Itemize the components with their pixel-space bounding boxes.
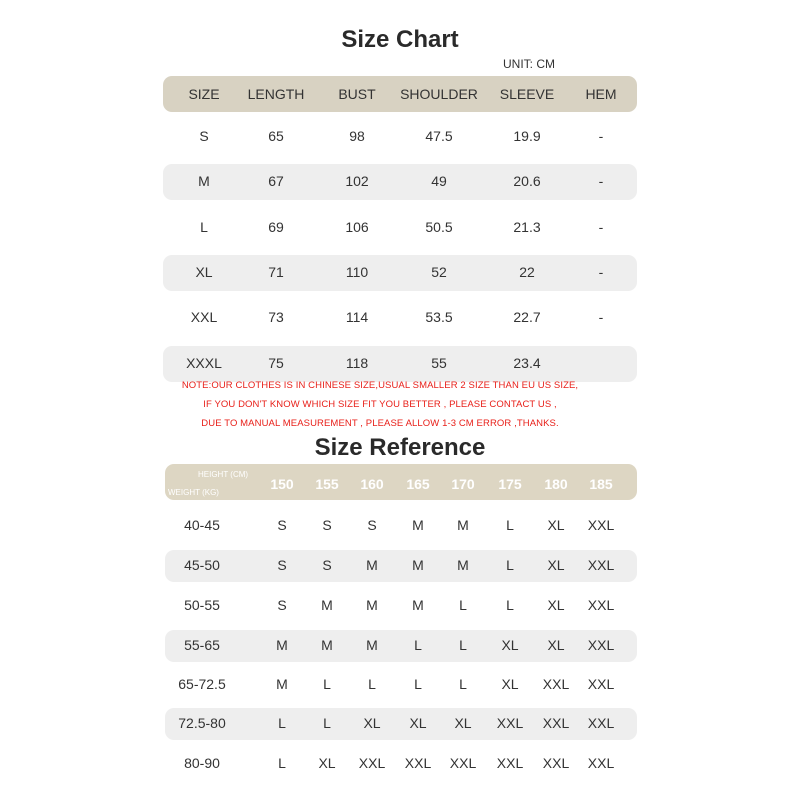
size-label: XXXL bbox=[186, 355, 222, 371]
table-cell: 23.4 bbox=[513, 355, 541, 371]
table-cell: - bbox=[598, 264, 604, 280]
size-cell: XXL bbox=[587, 715, 615, 731]
size-cell: M bbox=[366, 557, 378, 573]
table-cell: 20.6 bbox=[513, 173, 541, 189]
size-cell: XL bbox=[454, 715, 472, 731]
weight-axis-label: WEIGHT (KG) bbox=[168, 488, 219, 497]
size-cell: S bbox=[322, 557, 332, 573]
size-cell: S bbox=[367, 517, 377, 533]
table-cell: 47.5 bbox=[425, 128, 453, 144]
table-cell: 118 bbox=[345, 355, 369, 371]
size-chart-title: Size Chart bbox=[341, 26, 459, 53]
unit-label: UNIT: CM bbox=[503, 57, 555, 71]
table-cell: - bbox=[598, 309, 604, 325]
size-cell: L bbox=[414, 676, 422, 692]
table-cell: 50.5 bbox=[425, 219, 453, 235]
height-axis-label: HEIGHT (CM) bbox=[198, 470, 249, 479]
size-cell: M bbox=[366, 637, 378, 653]
size-cell: XL bbox=[409, 715, 427, 731]
column-header: SIZE bbox=[188, 86, 220, 102]
size-cell: XL bbox=[501, 676, 519, 692]
height-header: 160 bbox=[360, 476, 384, 492]
height-header: 165 bbox=[406, 476, 430, 492]
table-cell: 53.5 bbox=[425, 309, 453, 325]
size-cell: L bbox=[278, 755, 286, 771]
height-header: 180 bbox=[544, 476, 568, 492]
note-line: NOTE:OUR CLOTHES IS IN CHINESE SIZE,USUAL SMALLER 2 SIZE THAN EU US SIZE, bbox=[181, 380, 579, 391]
table-cell: 69 bbox=[268, 219, 284, 235]
column-header: LENGTH bbox=[247, 86, 305, 102]
size-cell: S bbox=[277, 597, 287, 613]
size-cell: XL bbox=[363, 715, 381, 731]
table-cell: 21.3 bbox=[513, 219, 541, 235]
size-label: S bbox=[199, 128, 209, 144]
table-cell: - bbox=[598, 173, 604, 189]
weight-label: 55-65 bbox=[184, 637, 220, 653]
table-cell: 106 bbox=[345, 219, 369, 235]
size-cell: M bbox=[276, 676, 288, 692]
size-cell: XL bbox=[318, 755, 336, 771]
size-cell: L bbox=[459, 597, 467, 613]
size-cell: M bbox=[276, 637, 288, 653]
size-cell: L bbox=[323, 715, 331, 731]
weight-label: 50-55 bbox=[184, 597, 220, 613]
size-cell: XL bbox=[547, 557, 565, 573]
size-cell: XXL bbox=[542, 676, 570, 692]
table-cell: - bbox=[598, 128, 604, 144]
weight-label: 80-90 bbox=[184, 755, 220, 771]
size-cell: M bbox=[457, 517, 469, 533]
size-cell: M bbox=[412, 557, 424, 573]
height-header: 150 bbox=[270, 476, 294, 492]
table-cell: 52 bbox=[431, 264, 447, 280]
column-header: SHOULDER bbox=[400, 86, 478, 102]
size-cell: L bbox=[278, 715, 286, 731]
size-cell: L bbox=[414, 637, 422, 653]
size-cell: XXL bbox=[587, 755, 615, 771]
height-header: 185 bbox=[589, 476, 613, 492]
table-cell: - bbox=[598, 219, 604, 235]
height-header: 175 bbox=[498, 476, 522, 492]
size-cell: XXL bbox=[587, 597, 615, 613]
size-cell: M bbox=[457, 557, 469, 573]
table-cell: 71 bbox=[268, 264, 284, 280]
size-cell: XL bbox=[547, 637, 565, 653]
size-cell: XXL bbox=[496, 755, 524, 771]
size-cell: M bbox=[412, 517, 424, 533]
note-line: IF YOU DON'T KNOW WHICH SIZE FIT YOU BETTER , PLEASE CONTACT US , bbox=[203, 399, 557, 410]
table-cell: 49 bbox=[431, 173, 447, 189]
size-cell: XXL bbox=[358, 755, 386, 771]
size-cell: S bbox=[322, 517, 332, 533]
size-cell: XL bbox=[501, 637, 519, 653]
table-cell: 98 bbox=[349, 128, 365, 144]
table-cell: 102 bbox=[345, 173, 369, 189]
table-cell: 73 bbox=[268, 309, 284, 325]
size-cell: XXL bbox=[542, 755, 570, 771]
size-cell: L bbox=[506, 597, 514, 613]
size-cell: L bbox=[506, 557, 514, 573]
size-cell: XXL bbox=[587, 557, 615, 573]
height-header: 155 bbox=[315, 476, 339, 492]
table-cell: 110 bbox=[345, 264, 369, 280]
size-label: M bbox=[198, 173, 210, 189]
size-cell: L bbox=[506, 517, 514, 533]
size-cell: XXL bbox=[587, 517, 615, 533]
size-label: L bbox=[200, 219, 208, 235]
size-reference-title: Size Reference bbox=[314, 434, 486, 461]
table-cell: 22.7 bbox=[513, 309, 541, 325]
size-cell: XXL bbox=[542, 715, 570, 731]
size-cell: XXL bbox=[404, 755, 432, 771]
size-cell: L bbox=[459, 637, 467, 653]
size-cell: M bbox=[321, 637, 333, 653]
table-cell: 19.9 bbox=[513, 128, 541, 144]
height-header: 170 bbox=[451, 476, 475, 492]
size-cell: L bbox=[368, 676, 376, 692]
size-cell: XL bbox=[547, 597, 565, 613]
table-cell: 114 bbox=[345, 309, 369, 325]
weight-label: 45-50 bbox=[184, 557, 220, 573]
size-cell: M bbox=[412, 597, 424, 613]
size-label: XL bbox=[195, 264, 213, 280]
column-header: SLEEVE bbox=[499, 86, 555, 102]
size-cell: S bbox=[277, 517, 287, 533]
weight-label: 65-72.5 bbox=[178, 676, 226, 692]
table-cell: 65 bbox=[268, 128, 284, 144]
size-cell: XXL bbox=[587, 676, 615, 692]
column-header: BUST bbox=[338, 86, 376, 102]
size-cell: XL bbox=[547, 517, 565, 533]
table-cell: 67 bbox=[268, 173, 284, 189]
table-cell: 75 bbox=[268, 355, 284, 371]
column-header: HEM bbox=[585, 86, 617, 102]
weight-label: 40-45 bbox=[184, 517, 220, 533]
size-cell: XXL bbox=[449, 755, 477, 771]
weight-label: 72.5-80 bbox=[178, 715, 226, 731]
size-cell: L bbox=[459, 676, 467, 692]
size-label: XXL bbox=[190, 309, 218, 325]
size-cell: S bbox=[277, 557, 287, 573]
size-cell: M bbox=[366, 597, 378, 613]
size-cell: M bbox=[321, 597, 333, 613]
note-line: DUE TO MANUAL MEASUREMENT , PLEASE ALLOW 1-3 CM ERROR ,THANKS. bbox=[201, 418, 559, 429]
size-cell: XXL bbox=[587, 637, 615, 653]
table-cell: 55 bbox=[431, 355, 447, 371]
size-cell: XXL bbox=[496, 715, 524, 731]
table-cell: 22 bbox=[519, 264, 535, 280]
size-cell: L bbox=[323, 676, 331, 692]
